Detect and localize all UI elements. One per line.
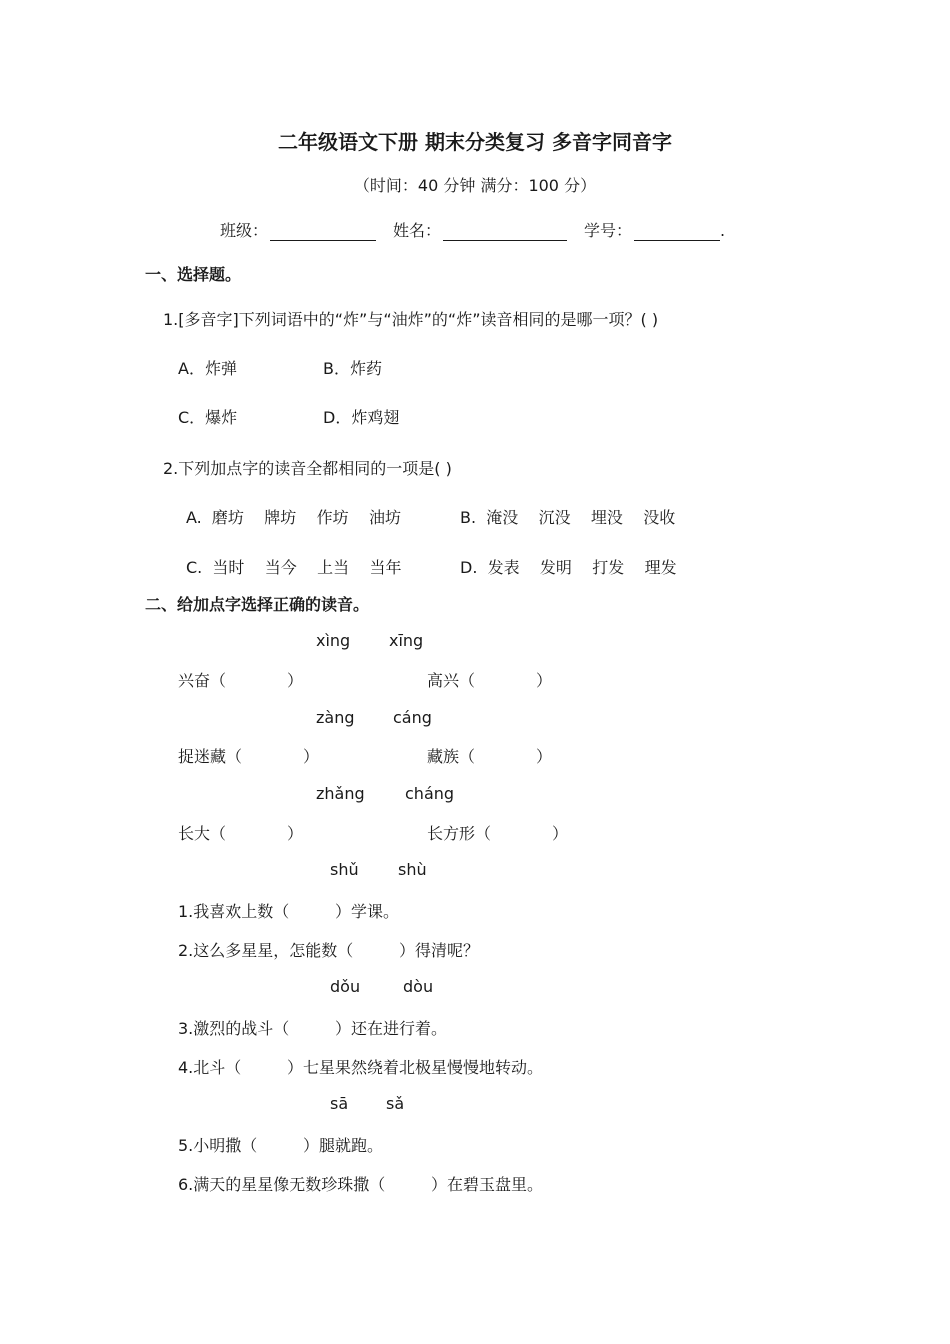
question-1: 1.[多音字]下列词语中的“炸”与“油炸”的“炸”读音相同的是哪一项？( ) <box>163 310 659 329</box>
section1-heading: 一、选择题。 <box>145 265 242 284</box>
sentence-item[interactable]: 4.北斗（ ）七星果然绕着北极星慢慢地转动。 <box>178 1058 544 1077</box>
word-blank-item[interactable]: 藏族（ ） <box>427 747 553 766</box>
q1-option-c[interactable]: C．爆炸 <box>178 408 238 427</box>
id-blank[interactable] <box>634 222 720 241</box>
q2-option-d[interactable]: D. 发表 发明 打发 理发 <box>460 558 677 577</box>
word-blank-item[interactable]: 兴奋（ ） <box>178 671 304 690</box>
q2-option-a[interactable]: A. 磨坊 牌坊 作坊 油坊 <box>186 508 401 527</box>
q2-option-b[interactable]: B. 淹没 沉没 埋没 没收 <box>460 508 676 527</box>
word-blank-item[interactable]: 长方形（ ） <box>427 824 569 843</box>
id-field <box>584 218 725 241</box>
pinyin-option: shǔ <box>330 860 359 879</box>
name-label: 姓名： <box>393 221 442 240</box>
pinyin-option: cáng <box>393 708 432 727</box>
pinyin-option: sā <box>330 1094 349 1113</box>
q1-option-b[interactable]: B．炸药 <box>323 359 382 378</box>
pinyin-option: xīng <box>389 631 424 650</box>
q1-option-a[interactable]: A．炸弹 <box>178 359 237 378</box>
pinyin-option: zhǎng <box>316 784 365 803</box>
name-blank[interactable] <box>443 222 567 241</box>
sentence-item[interactable]: 1.我喜欢上数（ ）学课。 <box>178 902 400 921</box>
word-blank-item[interactable]: 长大（ ） <box>178 824 304 843</box>
word-blank-item[interactable]: 捉迷藏（ ） <box>178 747 320 766</box>
class-blank[interactable] <box>270 222 376 241</box>
class-label: 班级： <box>220 221 269 240</box>
pinyin-option: xìng <box>316 631 351 650</box>
pinyin-option: sǎ <box>386 1094 405 1113</box>
pinyin-option: shù <box>398 860 427 879</box>
page-title: 二年级语文下册 期末分类复习 多音字同音字 <box>278 130 672 154</box>
question-2: 2.下列加点字的读音全都相同的一项是( ) <box>163 459 452 478</box>
q1-option-d[interactable]: D．炸鸡翅 <box>323 408 400 427</box>
pinyin-option: cháng <box>405 784 455 803</box>
sentence-item[interactable]: 3.激烈的战斗（ ）还在进行着。 <box>178 1019 448 1038</box>
sentence-item[interactable]: 5.小明撒（ ）腿就跑。 <box>178 1136 384 1155</box>
sentence-item[interactable]: 2.这么多星星，怎能数（ ）得清呢？ <box>178 941 480 960</box>
pinyin-option: dǒu <box>330 977 361 996</box>
id-label: 学号： <box>584 221 633 240</box>
word-blank-item[interactable]: 高兴（ ） <box>427 671 553 690</box>
section2-heading: 二、给加点字选择正确的读音。 <box>145 595 370 614</box>
class-field <box>220 218 376 241</box>
exam-subtitle: （时间：40 分钟 满分：100 分） <box>353 176 597 195</box>
pinyin-option: dòu <box>403 977 434 996</box>
sentence-item[interactable]: 6.满天的星星像无数珍珠撒（ ）在碧玉盘里。 <box>178 1175 544 1194</box>
pinyin-option: zàng <box>316 708 355 727</box>
q2-option-c[interactable]: C. 当时 当今 上当 当年 <box>186 558 402 577</box>
id-end-mark: . <box>720 221 726 240</box>
name-field <box>393 218 567 241</box>
